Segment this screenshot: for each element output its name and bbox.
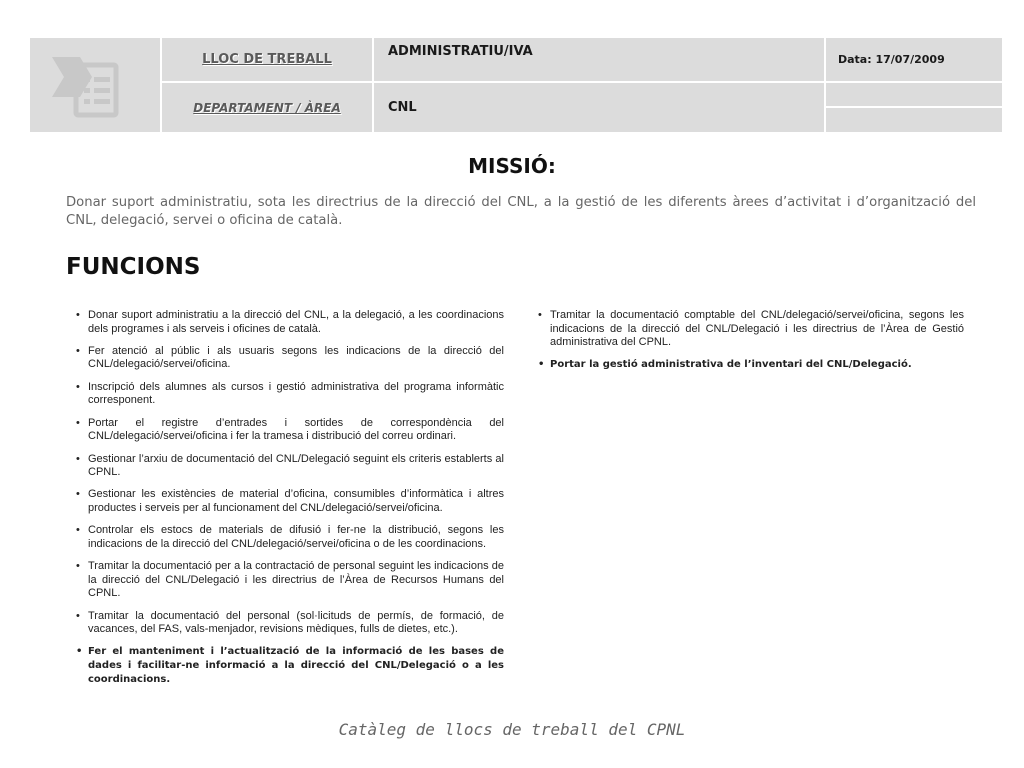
mission-title: MISSIÓ: (468, 154, 556, 178)
department-label: DEPARTAMENT / ÀREA (162, 83, 372, 132)
job-label: LLOC DE TREBALL (162, 38, 372, 81)
job-value: ADMINISTRATIU/IVA (374, 38, 824, 81)
logo-cell (30, 38, 160, 132)
functions-title: FUNCIONS (66, 254, 201, 280)
function-item: • Fer atenció al públic i als usuaris segons les indicacions de la direcció del CNL/delegació/servei/oficina. (76, 345, 504, 372)
function-item: • Inscripció dels alumnes als cursos i gestió administrativa del programa informàtic corresponent. (76, 381, 504, 408)
function-item: • Tramitar la documentació del personal (sol·licituds de permís, de formació, de vacances, del FAS, vals-menjador, revisions mèdiques, fulls de dietes, etc.). (76, 610, 504, 637)
functions-list-right (538, 309, 964, 381)
function-item: • Tramitar la documentació per a la contractació de personal seguint les indicacions de la direcció del CNL/Delegació i les directrius de l’Àrea de Recursos Humans del CPNL. (76, 560, 504, 601)
blank-cell (826, 83, 1002, 106)
document-list-icon (50, 45, 140, 125)
function-item: • Portar el registre d’entrades i sortides de correspondència del CNL/delegació/servei/oficina i fer la tramesa i distribució del correu ordinari. (76, 417, 504, 444)
blank-cell (826, 108, 1002, 132)
function-item: • Gestionar l’arxiu de documentació del CNL/Delegació seguint els criteris establerts al CPNL. (76, 453, 504, 480)
function-item: • Controlar els estocs de materials de difusió i fer-ne la distribució, segons les indicacions de la direcció del CNL/delegació/servei/oficina o de les coordinacions. (76, 524, 504, 551)
functions-list-left (76, 309, 504, 695)
function-item: • Gestionar les existències de material d’oficina, consumibles d’informàtica i altres productes i serveis per al funcionament del CNL/delegació/servei/oficina. (76, 488, 504, 515)
function-item: • Fer el manteniment i l’actualització de la informació de les bases de dades i facilitar-ne informació a la direcció del CNL/Delegació o a les coordinacions. (76, 645, 504, 686)
mission-text: Donar suport administratiu, sota les directrius de la direcció del CNL, a la gestió de les diferents àrees d’activitat i d’organització del CNL, delegació, servei o oficina de català. (66, 195, 976, 228)
date-text: Data: 17/07/2009 (826, 38, 1002, 81)
function-item: • Tramitar la documentació comptable del CNL/delegació/servei/oficina, segons les indicacions de la direcció del CNL/Delegació i les directrius de l’Àrea de Gestió administrativa del CPNL. (538, 309, 964, 350)
footer-caption: Catàleg de llocs de treball del CPNL (338, 720, 686, 739)
header-table (30, 38, 996, 132)
function-item: • Donar suport administratiu a la direcció del CNL, a la delegació, a les coordinacions dels programes i als serveis i oficines de català. (76, 309, 504, 336)
department-value: CNL (374, 83, 824, 132)
function-item: • Portar la gestió administrativa de l’inventari del CNL/Delegació. (538, 358, 964, 372)
